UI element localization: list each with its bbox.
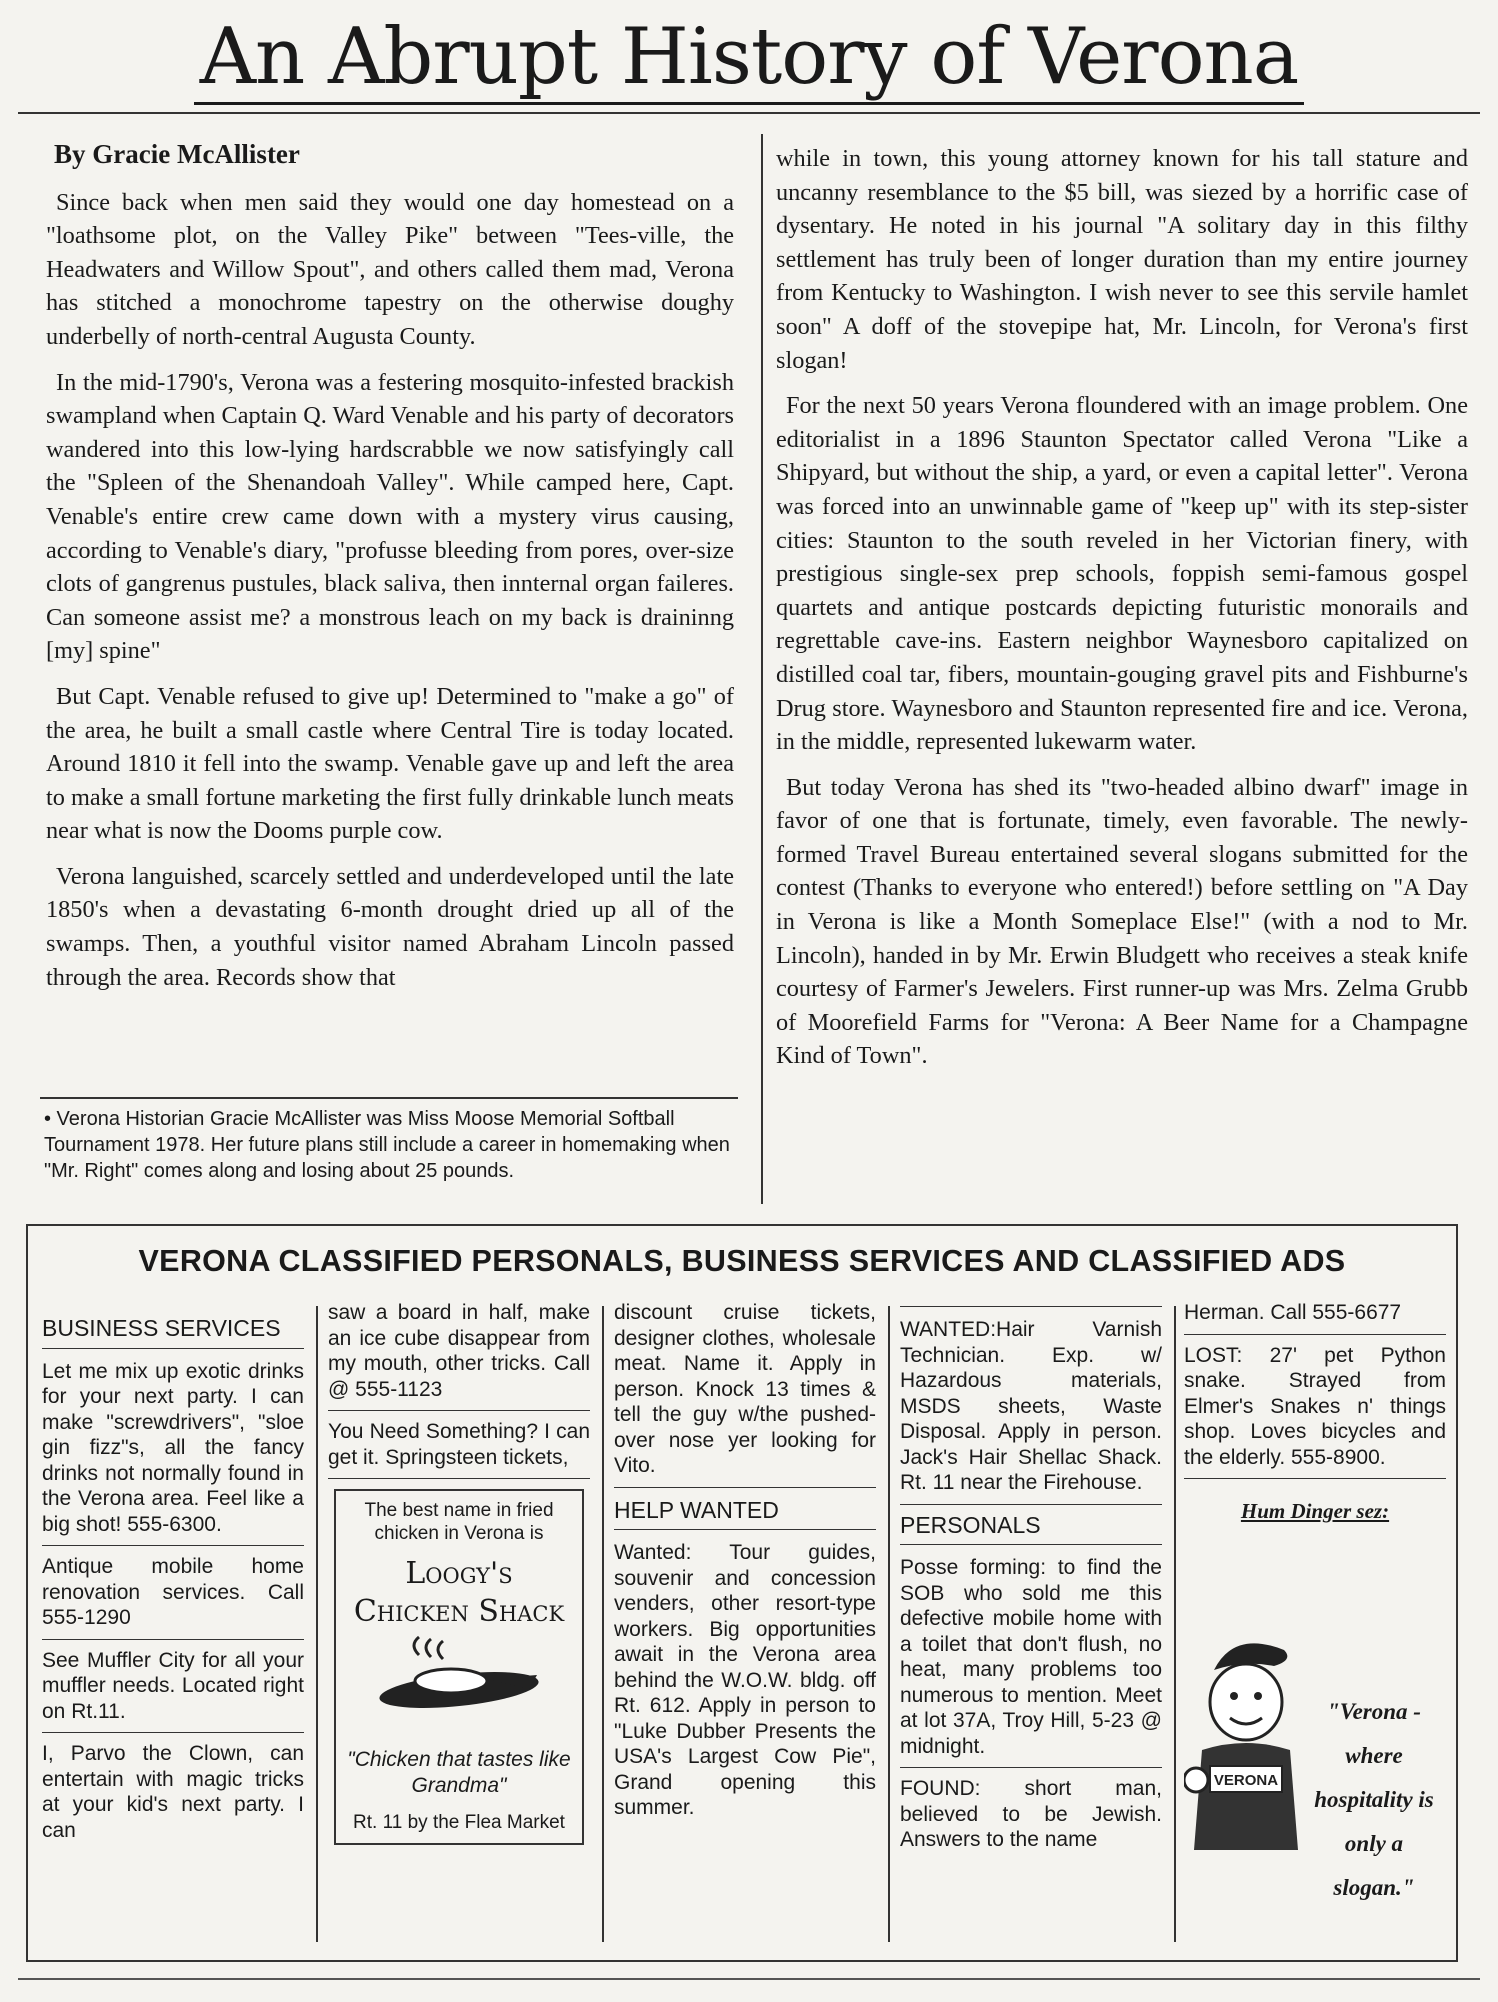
classifieds-header: VERONA CLASSIFIED PERSONALS, BUSINESS SERVICES AND CLASSIFIED ADS xyxy=(138,1244,1346,1278)
section-heading-business: BUSINESS SERVICES xyxy=(42,1306,304,1349)
paragraph: In the mid-1790's, Verona was a festering mosquito-infested brackish swampland when Captain Q. Ward Venable and his party of decorators wandered into this low-lying hardscrabble we now satisfyingly call the "Spleen of the Shenandoah Valley". While camped here, Capt. Venable's entire crew came down with a mystery virus causing, according to Venable's diary, "profusse bleeding from pores, over-size clots of gangrenus pustules, black saliva, then innternal organ faileres. Can someone assist me? a monstrous leach on my back is draininng [my] spine" xyxy=(46,368,734,665)
footnote-rule xyxy=(40,1097,738,1099)
classified-divider xyxy=(602,1306,604,1942)
classified-ad: LOST: 27' pet Python snake. Strayed from Elmer's Snakes n' things shop. Loves bicycles and the elderly. 555-8900. xyxy=(1184,1343,1446,1480)
hum-dinger-mascot-icon xyxy=(1184,1630,1314,1860)
mascot-shirt-text: VERONA xyxy=(1213,1772,1279,1789)
section-heading-personals: PERSONALS xyxy=(900,1513,1162,1546)
classified-ad: You Need Something? I can get it. Springsteen tickets, xyxy=(328,1419,590,1479)
chicken-ad-intro: The best name in fried chicken in Verona is xyxy=(364,1500,554,1544)
classified-ad: Posse forming: to find the SOB who sold me this defective mobile home with a toilet that don't flush, no heat, many problems too numerous to mention. Meet at lot 37A, Troy Hill, 5-23 @ midnight. xyxy=(900,1555,1162,1768)
paragraph: But Capt. Venable refused to give up! Determined to "make a go" of the area, he built a small castle where Central Tire is today located. Around 1810 it fell into the swamp. Venable gave up and left the area to make a small fortune marketing the first fully drinkable lunch meats near what is now the Dooms purple cow. xyxy=(46,682,734,845)
chicken-ad-logo: Loogy's Chicken Shack xyxy=(353,1556,565,1629)
classified-ad: Herman. Call 555-6677 xyxy=(1184,1300,1446,1335)
hum-dinger-ad xyxy=(1184,1499,1446,1900)
classified-ad: Wanted: Tour guides, souvenir and concession venders, other resort-type workers. Big opportunities await in the Verona area behind the W.O.W. bldg. off Rt. 612. Apply in person to "Luke Dubber Presents the USA's Largest Cow Pie", Grand opening this summer. xyxy=(614,1541,876,1819)
classifieds-column-2 xyxy=(328,1300,590,1845)
classified-ad: FOUND: short man, believed to be Jewish. Answers to the name xyxy=(900,1777,1162,1851)
classified-divider xyxy=(316,1306,318,1942)
hum-dinger-quote: "Verona - where hospitality is only a slogan." xyxy=(1314,1699,1434,1900)
paragraph: For the next 50 years Verona floundered with an image problem. One editorialist in a 1896 Staunton Spectator called Verona "Like a Shipyard, but without the ship, a yard, or even a capital letter". Verona was forced into an unwinnable game of "keep up" with its step-sister cities: Staunton to the south reveled in her Victorian finery, with prestigious single-sex prep schools, foppish semi-famous gospel quartets and antique postcards depicting futuristic monorails and regrettable cave-ins. Eastern neighbor Waynesboro capitalized on distilled coal tar, fibers, mountain-gouging gravel pits and Fishburne's Drug store. Waynesboro and Staunton represented fire and ice. Verona, in the middle, represented lukewarm water. xyxy=(776,392,1468,756)
classified-divider xyxy=(1174,1306,1176,1942)
classifieds-column-4 xyxy=(900,1306,1162,1869)
byline: By Gracie McAllister xyxy=(54,139,300,169)
fried-chicken-icon xyxy=(359,1635,559,1725)
classified-ad: WANTED:Hair Varnish Technician. Exp. w/ Hazardous materials, MSDS sheets, Waste Disposal. Apply in person. Jack's Hair Shellac Shack. Rt. 11 near the Firehouse. xyxy=(900,1306,1162,1505)
paragraph: while in town, this young attorney known for his tall stature and uncanny resemblance to the $5 bill, was siezed by a horrific case of dysentary. He noted in his journal "A solitary day in this filthy settlement has truly been of longer duration than my entire journey from Kentucky to Washington. I wish never to see this servile hamlet soon" A doff of the stovepipe hat, Mr. Lincoln, for Verona's first slogan! xyxy=(776,145,1468,374)
paragraph: Verona languished, scarcely settled and underdeveloped until the late 1850's when a devastating 6-month drought dried up all of the swamps. Then, a youthful visitor named Abraham Lincoln passed through the area. Records show that xyxy=(46,862,734,991)
chicken-ad-slogan: "Chicken that tastes like Grandma" xyxy=(347,1748,571,1797)
page-bottom-rule xyxy=(18,1978,1480,1980)
author-footnote: • Verona Historian Gracie McAllister was Miss Moose Memorial Softball Tournament 1978. Her future plans still include a career in homemaking when "Mr. Right" comes along and losing about 25 pounds. xyxy=(44,1108,730,1182)
chicken-shack-ad xyxy=(334,1489,584,1845)
classifieds-column-3 xyxy=(614,1300,876,1837)
section-heading-help-wanted: HELP WANTED xyxy=(614,1487,876,1531)
article-title: An Abrupt History of Verona xyxy=(0,12,1498,102)
chicken-ad-address: Rt. 11 by the Flea Market xyxy=(353,1811,565,1833)
paragraph: But today Verona has shed its "two-headed albino dwarf" image in favor of one that is fortunate, timely, even favorable. The newly-formed Travel Bureau entertained several slogans submitted for the contest (Thanks to everyone who entered!) before settling on "A Day in Verona is like a Month Someplace Else!" (with a nod to Mr. Lincoln), handed in by Mr. Erwin Bludgett who receives a steak knife courtesy of Farmer's Jewelers. First runner-up was Mrs. Zelma Grubb of Moorefield Farms for "Verona: A Beer Name for a Champagne Kind of Town". xyxy=(776,773,1468,1070)
classified-ad: See Muffler City for all your muffler needs. Located right on Rt.11. xyxy=(42,1648,304,1734)
paragraph: Since back when men said they would one day homestead on a "loathsome plot, on the Valley Pike" between "Tees-ville, the Headwaters and Willow Spout", and others called them mad, Verona has stitched a monochrome tapestry on the otherwise doughy underbelly of north-central Augusta County. xyxy=(46,188,734,350)
classified-ad: saw a board in half, make an ice cube disappear from my mouth, other tricks. Call @ 555-1123 xyxy=(328,1300,590,1411)
classifieds-column-1 xyxy=(42,1306,304,1859)
classified-ad: Let me mix up exotic drinks for your next party. I can make "screwdrivers", "sloe gin fizz"s, all the fancy drinks not normally found in the Verona area. Feel like a big shot! 555-6300. xyxy=(42,1359,304,1547)
article-column-right xyxy=(776,142,1468,1085)
title-rule xyxy=(18,112,1480,114)
classifieds-box xyxy=(26,1224,1458,1962)
classified-ad: Antique mobile home renovation services. Call 555-1290 xyxy=(42,1554,304,1640)
hum-dinger-title: Hum Dinger sez: xyxy=(1240,1499,1390,1523)
column-divider xyxy=(761,134,763,1204)
article-column-left xyxy=(46,138,734,1006)
classified-ad: I, Parvo the Clown, can entertain with magic tricks at your kid's next party. I can xyxy=(42,1742,304,1842)
classified-divider xyxy=(888,1306,890,1942)
classifieds-column-5 xyxy=(1184,1300,1446,1900)
classified-ad: discount cruise tickets, designer clothes, wholesale meat. Name it. Apply in person. Knock 13 times & tell the guy w/the pushed-over nose yer looking for Vito. xyxy=(614,1301,876,1477)
